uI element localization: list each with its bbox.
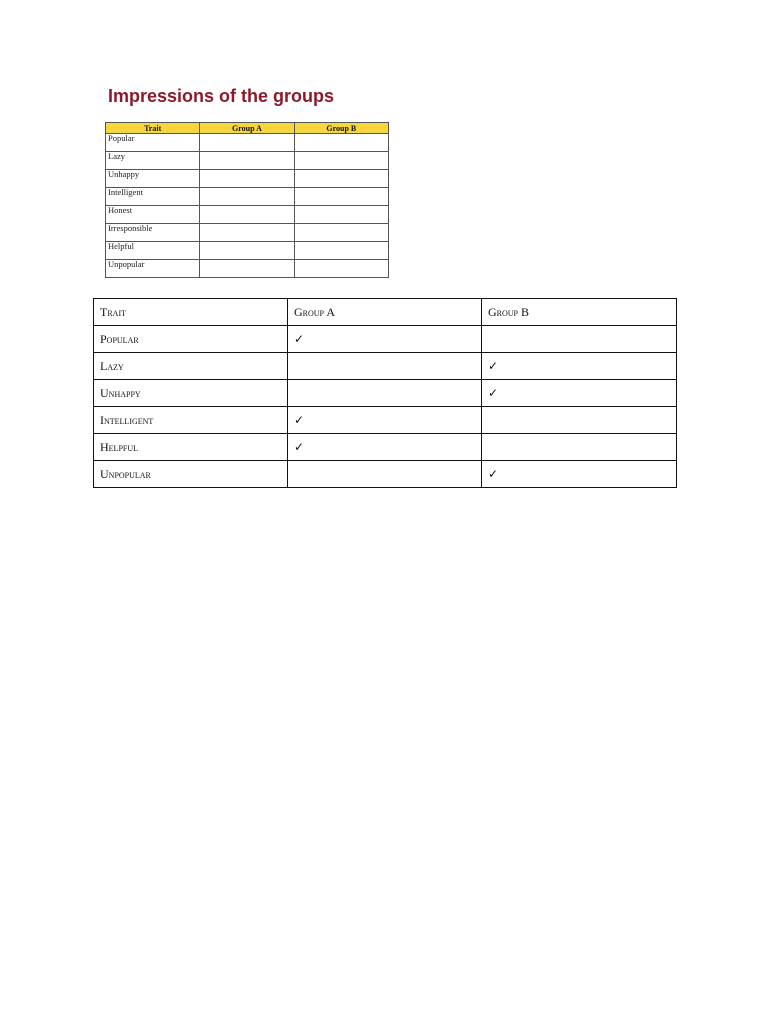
group-b-check-cell bbox=[482, 434, 677, 461]
trait-cell: Intelligent bbox=[106, 188, 200, 206]
table-row bbox=[94, 380, 677, 407]
table-header-row bbox=[94, 299, 677, 326]
group-a-check-cell: ✓ bbox=[288, 326, 482, 353]
header-trait: Trait bbox=[106, 123, 200, 134]
trait-cell: Lazy bbox=[106, 152, 200, 170]
group-a-cell bbox=[200, 134, 294, 152]
group-a-check-cell bbox=[288, 353, 482, 380]
group-b-cell bbox=[294, 170, 388, 188]
trait-cell: Unpopular bbox=[106, 260, 200, 278]
trait-cell: Unhappy bbox=[94, 380, 288, 407]
header-trait: Trait bbox=[94, 299, 288, 326]
group-a-check-cell: ✓ bbox=[288, 434, 482, 461]
trait-cell: Unpopular bbox=[94, 461, 288, 488]
table-row bbox=[106, 260, 389, 278]
group-b-check-cell bbox=[482, 326, 677, 353]
table-row bbox=[106, 188, 389, 206]
trait-cell: Intelligent bbox=[94, 407, 288, 434]
trait-cell: Lazy bbox=[94, 353, 288, 380]
table-row bbox=[106, 170, 389, 188]
group-a-check-cell bbox=[288, 380, 482, 407]
table-row bbox=[106, 152, 389, 170]
table-row bbox=[94, 353, 677, 380]
group-a-check-cell bbox=[288, 461, 482, 488]
trait-cell: Irresponsible bbox=[106, 224, 200, 242]
impressions-reference-table bbox=[105, 122, 389, 278]
group-b-cell bbox=[294, 260, 388, 278]
group-b-check-cell: ✓ bbox=[482, 461, 677, 488]
table-header-row bbox=[106, 123, 389, 134]
group-a-cell bbox=[200, 206, 294, 224]
group-a-cell bbox=[200, 152, 294, 170]
page-title: Impressions of the groups bbox=[108, 86, 335, 106]
header-group-a: Group A bbox=[288, 299, 482, 326]
table-row bbox=[94, 461, 677, 488]
trait-cell: Popular bbox=[106, 134, 200, 152]
header-group-b: Group B bbox=[294, 123, 388, 134]
group-b-cell bbox=[294, 152, 388, 170]
header-group-b: Group B bbox=[482, 299, 677, 326]
group-b-check-cell: ✓ bbox=[482, 353, 677, 380]
table-row bbox=[94, 326, 677, 353]
group-b-check-cell: ✓ bbox=[482, 380, 677, 407]
table-row bbox=[94, 407, 677, 434]
table-row bbox=[106, 242, 389, 260]
group-b-cell bbox=[294, 224, 388, 242]
table-row bbox=[106, 224, 389, 242]
impressions-response-table bbox=[93, 298, 677, 488]
table-row bbox=[106, 206, 389, 224]
header-group-a: Group A bbox=[200, 123, 294, 134]
group-a-check-cell: ✓ bbox=[288, 407, 482, 434]
group-a-cell bbox=[200, 170, 294, 188]
trait-cell: Helpful bbox=[106, 242, 200, 260]
trait-cell: Honest bbox=[106, 206, 200, 224]
trait-cell: Popular bbox=[94, 326, 288, 353]
group-a-cell bbox=[200, 260, 294, 278]
trait-cell: Unhappy bbox=[106, 170, 200, 188]
group-a-cell bbox=[200, 242, 294, 260]
group-b-check-cell bbox=[482, 407, 677, 434]
table-row bbox=[106, 134, 389, 152]
group-a-cell bbox=[200, 188, 294, 206]
trait-cell: Helpful bbox=[94, 434, 288, 461]
group-b-cell bbox=[294, 242, 388, 260]
group-a-cell bbox=[200, 224, 294, 242]
table-row bbox=[94, 434, 677, 461]
group-b-cell bbox=[294, 188, 388, 206]
group-b-cell bbox=[294, 134, 388, 152]
group-b-cell bbox=[294, 206, 388, 224]
